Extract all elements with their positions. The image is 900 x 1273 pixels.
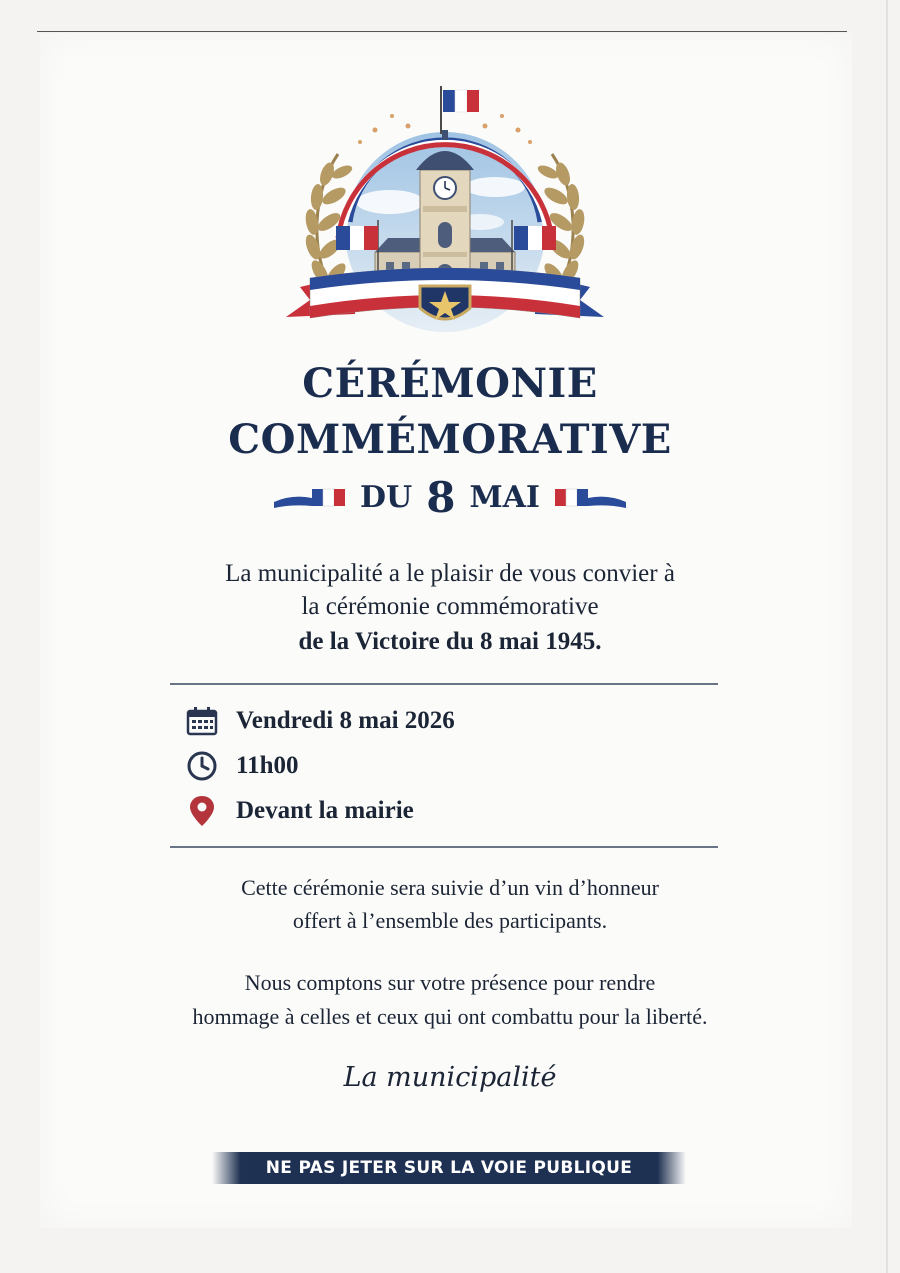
intro-line-1: La municipalité a le plaisir de vous convier à (225, 560, 675, 587)
subtitle-du: DU (360, 479, 413, 515)
reception-line-2: offert à l’ensemble des participants. (292, 908, 608, 933)
closing-line-2: hommage à celles et ceux qui ont combattu pour la liberté. (192, 1004, 708, 1029)
subtitle-day: 8 (426, 472, 456, 522)
event-time-text: 11h00 (236, 752, 299, 779)
subtitle-month: MAI (469, 479, 540, 515)
signature: La municipalité (343, 1062, 557, 1093)
clock-icon (186, 749, 222, 783)
reception-line-1: Cette cérémonie sera suivie d’un vin d’honneur (241, 875, 659, 900)
town-hall-emblem-icon (280, 82, 610, 337)
calendar-icon (186, 704, 222, 738)
scan-top-edge (37, 31, 847, 32)
location-pin-icon (186, 794, 222, 828)
footer-banner (212, 1152, 686, 1184)
divider-top (170, 683, 718, 685)
divider-bottom (170, 846, 718, 848)
event-date-text: Vendredi 8 mai 2026 (236, 707, 455, 734)
event-date (186, 704, 455, 738)
title-line-2: COMMÉMORATIVE (228, 416, 672, 463)
event-time (186, 749, 299, 783)
intro-line-2: la cérémonie commémorative (301, 593, 599, 620)
footer-banner-text: NE PAS JETER SUR LA VOIE PUBLIQUE (265, 1158, 633, 1178)
tricolor-ribbon-left-icon (272, 484, 346, 510)
event-place (186, 794, 414, 828)
closing-line-1: Nous comptons sur votre présence pour rendre (244, 970, 656, 995)
tricolor-ribbon-right-icon (554, 484, 628, 510)
event-place-text: Devant la mairie (236, 797, 414, 824)
intro-line-3: de la Victoire du 8 mai 1945. (298, 628, 602, 655)
title-line-1: CÉRÉMONIE (302, 360, 598, 407)
subtitle-row (0, 472, 900, 522)
